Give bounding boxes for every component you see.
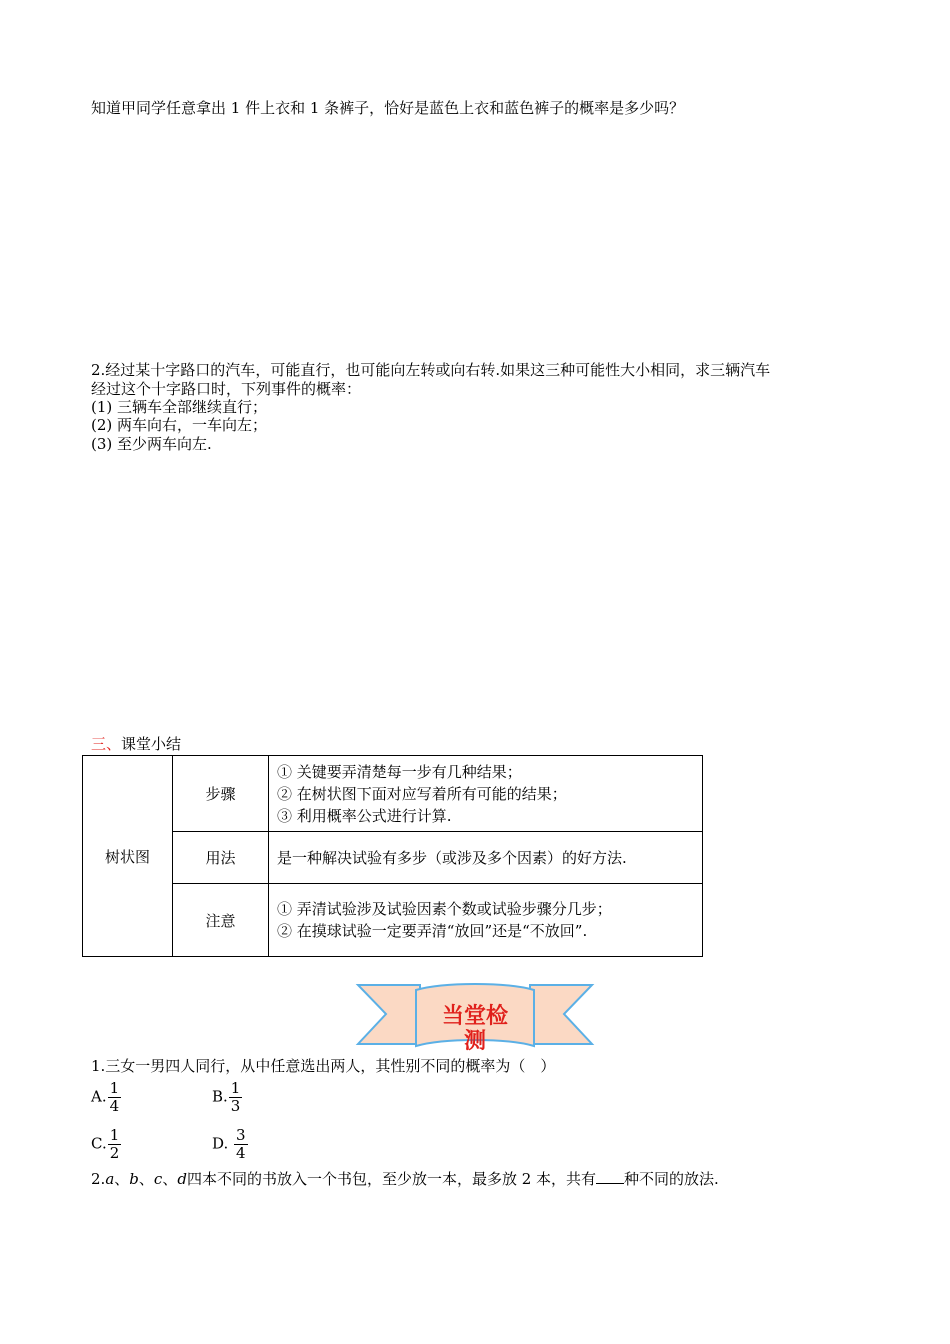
option-b-letter: B. <box>212 1087 228 1106</box>
separator-3: 、 <box>162 1170 178 1188</box>
var-b: b <box>129 1170 139 1188</box>
option-c-numerator: 1 <box>109 1126 120 1144</box>
test-question-1-stem: 1.三女一男四人同行，从中任意选出两人，其性别不同的概率为（ ） <box>91 1057 556 1075</box>
option-c-denominator: 2 <box>109 1144 120 1162</box>
question-2-line-1: 2.经过某十字路口的汽车，可能直行，也可能向左转或向右转.如果这三种可能性大小相同，求三辆汽车 <box>91 361 771 379</box>
section-banner-ribbon <box>354 980 596 1054</box>
summary-note-2: ② 在摸球试验一定要弄清“放回”还是“不放回”. <box>277 922 588 940</box>
option-d-letter: D. <box>212 1134 229 1153</box>
summary-heading <box>91 735 181 753</box>
option-b <box>212 1080 242 1115</box>
var-d: d <box>177 1170 187 1188</box>
question-2-item-3: (3) 至少两车向左. <box>91 435 212 453</box>
option-c-letter: C. <box>91 1134 107 1153</box>
option-c-fraction <box>108 1127 122 1162</box>
intro-text: 知道甲同学任意拿出 1 件上衣和 1 条裤子，恰好是蓝色上衣和蓝色裤子的概率是多少吗？ <box>91 99 685 117</box>
summary-row-label-usage: 用法 <box>173 832 269 884</box>
banner-title-line-1: 当堂检 <box>441 1003 509 1028</box>
summary-row-content-steps <box>269 756 703 832</box>
summary-row-content-notes <box>269 884 703 957</box>
banner-title-line-2: 测 <box>463 1028 487 1053</box>
option-b-denominator: 3 <box>230 1097 241 1115</box>
question-2-item-2: (2) 两车向右，一车向左； <box>91 416 268 434</box>
summary-row-content-usage <box>269 832 703 884</box>
separator-1: 、 <box>114 1170 130 1188</box>
summary-table <box>82 755 703 957</box>
option-a-denominator: 4 <box>109 1097 120 1115</box>
option-d <box>212 1127 248 1162</box>
question-2-item-1: (1) 三辆车全部继续直行； <box>91 398 268 416</box>
option-b-numerator: 1 <box>230 1079 241 1097</box>
banner-right-tail <box>530 985 592 1044</box>
summary-step-3: ③ 利用概率公式进行计算. <box>277 806 452 825</box>
summary-topic: 树状图 <box>83 756 173 957</box>
option-b-fraction <box>229 1080 243 1115</box>
var-a: a <box>105 1170 115 1188</box>
option-d-numerator: 3 <box>236 1126 246 1144</box>
option-d-denominator: 4 <box>236 1144 246 1162</box>
test-question-2 <box>91 1169 719 1188</box>
summary-row-label-notes: 注意 <box>173 884 269 957</box>
test-question-2-prefix: 2. <box>91 1170 106 1188</box>
option-c <box>91 1127 121 1162</box>
answer-blank[interactable] <box>596 1169 624 1184</box>
option-a <box>91 1080 121 1115</box>
separator-2: 、 <box>138 1170 154 1188</box>
option-a-numerator: 1 <box>109 1079 120 1097</box>
summary-usage-1: 是一种解决试验有多步（或涉及多个因素）的好方法. <box>277 848 627 867</box>
var-c: c <box>153 1170 163 1188</box>
test-question-2-end: 种不同的放法. <box>624 1170 719 1188</box>
summary-heading-number: 三、 <box>91 735 122 753</box>
option-a-letter: A. <box>91 1087 107 1106</box>
test-question-2-mid: 四本不同的书放入一个书包，至少放一本，最多放 2 本，共有 <box>186 1170 597 1188</box>
summary-row-label-steps: 步骤 <box>173 756 269 832</box>
summary-step-2: ② 在树状图下面对应写着所有可能的结果； <box>277 784 567 803</box>
option-a-fraction <box>108 1080 122 1115</box>
summary-step-1: ① 关键要弄清楚每一步有几种结果； <box>277 762 522 781</box>
banner-left-tail <box>358 985 420 1044</box>
option-d-fraction <box>234 1127 248 1162</box>
question-2-line-2: 经过这个十字路口时，下列事件的概率： <box>91 380 362 398</box>
summary-heading-text: 课堂小结 <box>121 735 182 753</box>
summary-note-1: ① 弄清试验涉及试验因素个数或试验步骤分几步； <box>277 900 612 918</box>
